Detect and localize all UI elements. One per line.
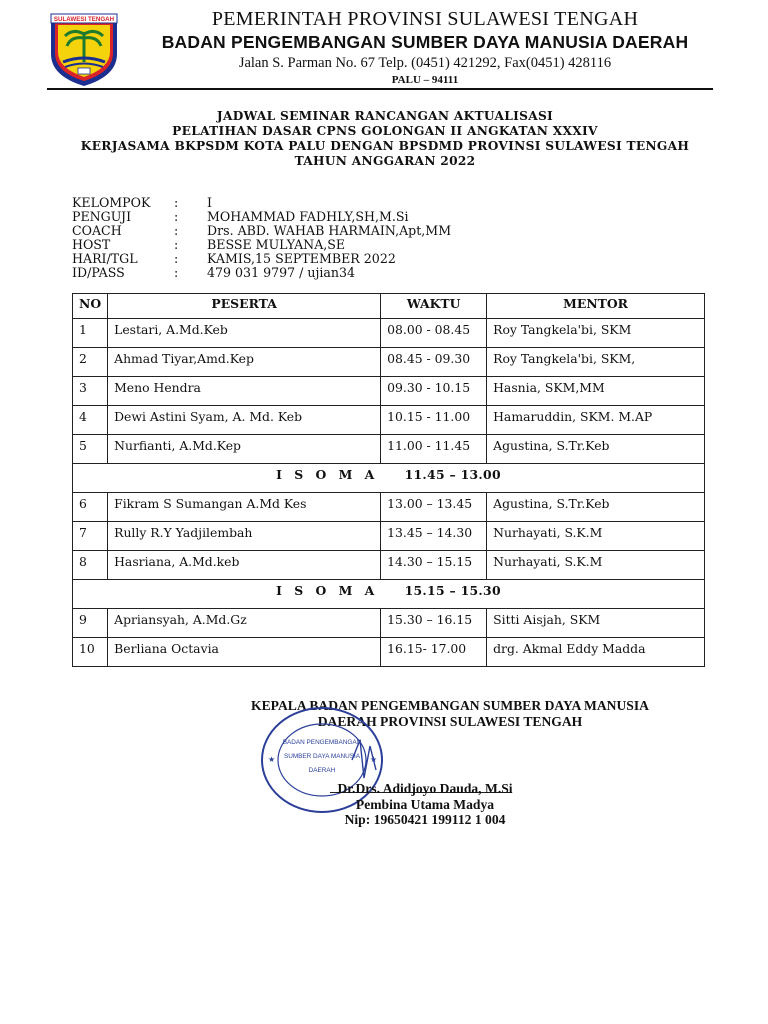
cell-peserta: Apriansyah, A.Md.Gz [108, 609, 381, 638]
header-no: NO [73, 294, 108, 319]
info-colon: : [174, 251, 179, 266]
info-colon: : [174, 237, 179, 252]
table-row [73, 551, 705, 580]
schedule-table [72, 293, 705, 667]
cell-waktu: 13.00 – 13.45 [381, 493, 487, 522]
svg-text:★: ★ [370, 755, 378, 764]
cell-no: 2 [73, 348, 108, 377]
svg-text:DAERAH: DAERAH [308, 767, 336, 774]
table-row [73, 638, 705, 667]
cell-mentor: drg. Akmal Eddy Madda [487, 638, 705, 667]
cell-no: 8 [73, 551, 108, 580]
svg-text:★: ★ [268, 755, 276, 764]
isoma-time: 15.15 – 15.30 [404, 583, 501, 598]
letterhead-government-title: PEMERINTAH PROVINSI SULAWESI TENGAH [211, 8, 639, 30]
info-colon: : [174, 195, 179, 210]
info-key: HARI/TGL [72, 251, 138, 266]
cell-mentor: Roy Tangkela'bi, SKM [487, 319, 705, 348]
svg-text:BADAN PENGEMBANGAN: BADAN PENGEMBANGAN [282, 739, 362, 746]
table-row [73, 377, 705, 406]
cell-peserta: Fikram S Sumangan A.Md Kes [108, 493, 381, 522]
signatory-name: Dr.Drs. Adidjoyo Dauda, M.Si [337, 781, 513, 796]
info-colon: : [174, 265, 179, 280]
cell-mentor: Agustina, S.Tr.Keb [487, 493, 705, 522]
cell-no: 9 [73, 609, 108, 638]
cell-peserta: Ahmad Tiyar,Amd.Kep [108, 348, 381, 377]
table-row [73, 609, 705, 638]
info-key: COACH [72, 223, 122, 238]
cell-waktu: 10.15 - 11.00 [381, 406, 487, 435]
cell-peserta: Meno Hendra [108, 377, 381, 406]
cell-waktu: 14.30 – 15.15 [381, 551, 487, 580]
letterhead-agency-name: BADAN PENGEMBANGAN SUMBER DAYA MANUSIA DAERAH [161, 32, 689, 52]
header-mentor: MENTOR [487, 294, 705, 319]
cell-peserta: Nurfianti, A.Md.Kep [108, 435, 381, 464]
isoma-break-row [73, 464, 705, 493]
letterhead-divider [47, 88, 713, 90]
logo-label: SULAWESI TENGAH [53, 16, 115, 23]
table-row [73, 406, 705, 435]
isoma-cell [73, 464, 705, 493]
cell-waktu: 08.00 - 08.45 [381, 319, 487, 348]
provincial-emblem-logo [47, 10, 121, 88]
signature-title-line2: DAERAH PROVINSI SULAWESI TENGAH [317, 714, 583, 729]
cell-mentor: Hamaruddin, SKM. M.AP [487, 406, 705, 435]
cell-waktu: 15.30 – 16.15 [381, 609, 487, 638]
cell-mentor: Nurhayati, S.K.M [487, 551, 705, 580]
table-row [73, 435, 705, 464]
cell-waktu: 13.45 – 14.30 [381, 522, 487, 551]
svg-text:SUMBER DAYA MANUSIA: SUMBER DAYA MANUSIA [283, 753, 361, 760]
info-value: 479 031 9797 / ujian34 [207, 265, 356, 280]
info-key: ID/PASS [72, 265, 125, 280]
info-colon: : [174, 209, 179, 224]
document-title-line3: KERJASAMA BKPSDM KOTA PALU DENGAN BPSDMD PROVINSI SULAWESI TENGAH [80, 139, 690, 153]
info-value: BESSE MULYANA,SE [207, 237, 346, 252]
cell-waktu: 11.00 - 11.45 [381, 435, 487, 464]
cell-no: 6 [73, 493, 108, 522]
cell-no: 3 [73, 377, 108, 406]
signatory-rank: Pembina Utama Madya [355, 797, 495, 812]
table-row [73, 522, 705, 551]
isoma-break-row [73, 580, 705, 609]
letterhead-address: Jalan S. Parman No. 67 Telp. (0451) 421292, Fax(0451) 428116 [238, 55, 612, 71]
header-peserta: PESERTA [108, 294, 381, 319]
info-value: MOHAMMAD FADHLY,SH,M.Si [207, 209, 409, 224]
table-row [73, 493, 705, 522]
info-colon: : [174, 223, 179, 238]
cell-peserta: Dewi Astini Syam, A. Md. Keb [108, 406, 381, 435]
cell-no: 7 [73, 522, 108, 551]
document-title-line4: TAHUN ANGGARAN 2022 [294, 154, 476, 168]
info-value: KAMIS,15 SEPTEMBER 2022 [207, 251, 396, 266]
isoma-time: 11.45 – 13.00 [404, 467, 501, 482]
cell-peserta: Lestari, A.Md.Keb [108, 319, 381, 348]
cell-mentor: Roy Tangkela'bi, SKM, [487, 348, 705, 377]
cell-peserta: Berliana Octavia [108, 638, 381, 667]
info-key: PENGUJI [72, 209, 132, 224]
cell-mentor: Nurhayati, S.K.M [487, 522, 705, 551]
cell-no: 1 [73, 319, 108, 348]
cell-mentor: Agustina, S.Tr.Keb [487, 435, 705, 464]
isoma-label: I S O M A [276, 583, 379, 598]
letterhead-city: PALU – 94111 [391, 74, 459, 86]
cell-peserta: Rully R.Y Yadjilembah [108, 522, 381, 551]
cell-no: 10 [73, 638, 108, 667]
table-row [73, 319, 705, 348]
signature-title-line1: KEPALA BADAN PENGEMBANGAN SUMBER DAYA MANUSIA [251, 698, 649, 713]
document-title-line1: JADWAL SEMINAR RANCANGAN AKTUALISASI [216, 109, 554, 123]
table-row [73, 348, 705, 377]
header-waktu: WAKTU [381, 294, 487, 319]
cell-waktu: 08.45 - 09.30 [381, 348, 487, 377]
info-key: HOST [72, 237, 111, 252]
info-key: KELOMPOK [72, 195, 151, 210]
cell-no: 4 [73, 406, 108, 435]
cell-waktu: 09.30 - 10.15 [381, 377, 487, 406]
isoma-cell [73, 580, 705, 609]
signatory-nip: Nip: 19650421 199112 1 004 [344, 812, 506, 827]
cell-peserta: Hasriana, A.Md.keb [108, 551, 381, 580]
cell-mentor: Hasnia, SKM,MM [487, 377, 705, 406]
cell-no: 5 [73, 435, 108, 464]
cell-mentor: Sitti Aisjah, SKM [487, 609, 705, 638]
isoma-label: I S O M A [276, 467, 379, 482]
info-value: Drs. ABD. WAHAB HARMAIN,Apt,MM [207, 223, 452, 238]
cell-waktu: 16.15- 17.00 [381, 638, 487, 667]
document-title-line2: PELATIHAN DASAR CPNS GOLONGAN II ANGKATAN XXXIV [172, 124, 598, 138]
table-header-row [73, 294, 705, 319]
info-value: I [207, 195, 212, 210]
